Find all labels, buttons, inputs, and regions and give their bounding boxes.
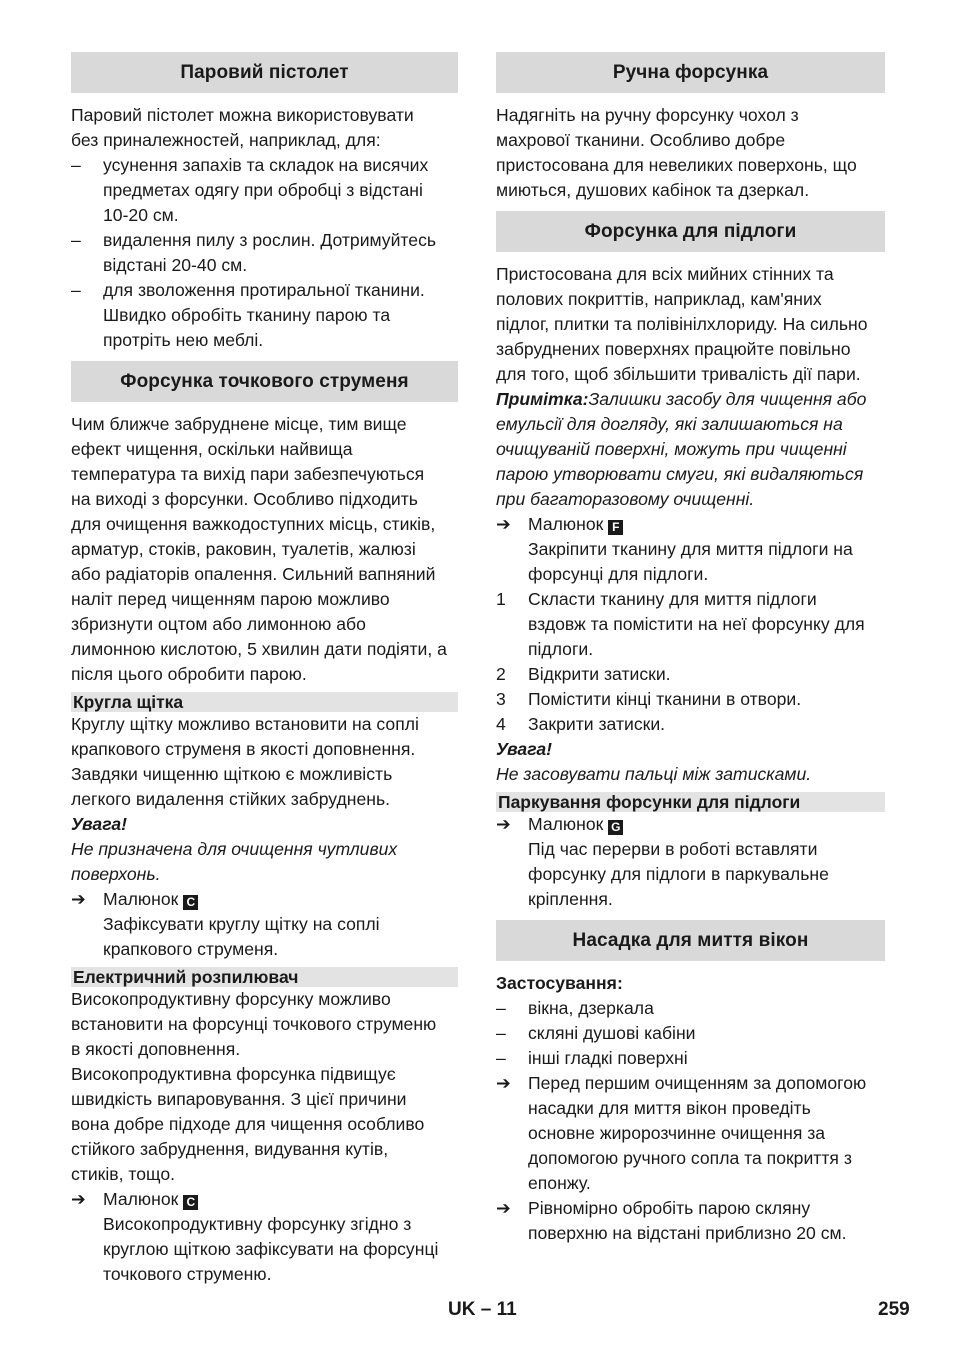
figure-label-line <box>103 887 458 912</box>
step-item <box>496 587 885 662</box>
figure-text-line: Закріпити тканину для миття підлоги на <box>528 539 853 559</box>
figure-letter-badge: C <box>183 895 198 910</box>
dash-marker: – <box>496 998 506 1018</box>
dash-marker: – <box>71 230 81 250</box>
note-line: парою утворювати смуги, які видаляються <box>496 464 864 484</box>
paragraph-line: миються, душових кабінок та дзеркал. <box>496 180 810 200</box>
arrow-icon: ➔ <box>71 1189 86 1209</box>
figure-text-line: круглою щіткою зафіксувати на форсунці <box>103 1239 439 1259</box>
arrow-icon: ➔ <box>71 889 86 909</box>
list-item-line: протріть нею меблі. <box>103 330 264 350</box>
figure-reference <box>71 887 458 962</box>
figure-text-line: Високопродуктивну форсунку згідно з <box>103 1214 412 1234</box>
step-item <box>496 712 885 737</box>
list-item <box>71 278 458 353</box>
figure-reference <box>496 812 885 912</box>
step-number: 3 <box>496 689 506 709</box>
paragraph-line: вона добре підходе для чищення особливо <box>71 1114 425 1134</box>
arrow-icon: ➔ <box>496 514 511 534</box>
hand-nozzle-section <box>496 103 885 203</box>
figure-reference <box>71 1187 458 1287</box>
paragraph-line: Завдяки чищенню щіткою є можливість <box>71 764 393 784</box>
instruction-line: насадки для миття вікон проведіть <box>528 1098 811 1118</box>
paragraph-line: в якості доповнення. <box>71 1039 241 1059</box>
paragraph-line: наліт перед чищенням парою можливо <box>71 589 390 609</box>
note-text: Залишки засобу для чищення або <box>588 389 867 409</box>
note-label: Примітка: <box>496 389 589 409</box>
list-item-line: предметах одягу при обробці з відстані <box>103 180 423 200</box>
figure-text-line: кріплення. <box>528 889 613 909</box>
figure-label-line <box>103 1187 458 1212</box>
paragraph-line: Паровий пістолет можна використовувати <box>71 105 414 125</box>
paragraph-line: стиків, тощо. <box>71 1164 176 1184</box>
paragraph-line: або радіаторів опалення. Сильний вапняний <box>71 564 436 584</box>
figure-text-line: форсунці для підлоги. <box>528 564 709 584</box>
figure-label-line <box>528 512 885 537</box>
instruction-line: основне жиророзчинне очищення за <box>528 1123 826 1143</box>
figure-text-line: точкового струменю. <box>103 1264 272 1284</box>
note-line <box>496 387 885 412</box>
step-line: вздовж та помістити на неї форсунку для <box>528 614 865 634</box>
figure-letter-badge: F <box>608 520 623 535</box>
paragraph-line: Високопродуктивну форсунку можливо <box>71 989 391 1009</box>
subsection-title-round-brush: Кругла щітка <box>71 692 458 712</box>
paragraph-line: без приналежностей, наприклад, для: <box>71 130 381 150</box>
figure-letter-badge: C <box>183 1195 198 1210</box>
section-title-spot-nozzle: Форсунка точкового струменя <box>71 361 458 402</box>
list-item-line: відстані 20-40 см. <box>103 255 248 275</box>
warning-text: Не засовувати пальці між затисками. <box>496 764 812 784</box>
note-line: при багаторазовому очищенні. <box>496 489 755 509</box>
paragraph-line: лимонною кислотою, 5 хвилин дати подіяти, а <box>71 639 447 659</box>
step-line: підлоги. <box>528 639 594 659</box>
step-line: Відкрити затиски. <box>528 664 671 684</box>
step-number: 2 <box>496 664 506 684</box>
paragraph-line: арматур, стоків, раковин, туалетів, жалюзі <box>71 539 416 559</box>
instruction-line: Перед першим очищенням за допомогою <box>528 1073 867 1093</box>
warning-label: Увага! <box>71 814 128 834</box>
instruction-line: Рівномірно обробіть парою скляну <box>528 1198 811 1218</box>
paragraph-line: температура та вихід пари забезпечуються <box>71 464 425 484</box>
spacer <box>71 353 458 361</box>
section-title-hand-nozzle: Ручна форсунка <box>496 52 885 93</box>
spot-nozzle-section <box>71 412 458 1287</box>
paragraph-line: Пристосована для всіх мийних стінних та <box>496 264 834 284</box>
spacer <box>496 912 885 920</box>
left-column <box>71 52 458 1287</box>
list-item-line: скляні душові кабіни <box>528 1023 696 1043</box>
paragraph-line: пристосована для невеликих поверхонь, що <box>496 155 857 175</box>
list-item-line: вікна, дзеркала <box>528 998 654 1018</box>
paragraph-line: встановити на форсунці точкового струменю <box>71 1014 437 1034</box>
paragraph-line: махрової тканини. Особливо добре <box>496 130 786 150</box>
note-line: емульсії для догляду, які залишаються на <box>496 414 843 434</box>
instruction-line: епонжу. <box>528 1173 591 1193</box>
step-item <box>496 687 885 712</box>
list-item-line: для зволоження протиральної тканини. <box>103 280 425 300</box>
paragraph-line: Високопродуктивна форсунка підвищує <box>71 1064 396 1084</box>
paragraph-line: полових покриттів, наприклад, кам'яних <box>496 289 822 309</box>
step-line: Закрити затиски. <box>528 714 666 734</box>
paragraph-line: після цього обробити парою. <box>71 664 307 684</box>
right-column <box>496 52 885 1246</box>
arrow-icon: ➔ <box>496 1198 511 1218</box>
paragraph-line: Чим ближче забруднене місце, тим вище <box>71 414 407 434</box>
paragraph-line: стійкого забруднення, видування кутів, <box>71 1139 389 1159</box>
list-item <box>496 1046 885 1071</box>
step-line: Скласти тканину для миття підлоги <box>528 589 817 609</box>
arrow-icon: ➔ <box>496 814 511 834</box>
list-item <box>71 228 458 278</box>
list-item <box>496 996 885 1021</box>
note-line: очищуваній поверхні, можуть при чищенні <box>496 439 847 459</box>
list-item-line: 10-20 см. <box>103 205 179 225</box>
figure-text-line: Зафіксувати круглу щітку на соплі <box>103 914 380 934</box>
section-title-steam-gun: Паровий пістолет <box>71 52 458 93</box>
figure-label: Малюнок <box>103 889 179 909</box>
instruction-item <box>496 1196 885 1246</box>
figure-label: Малюнок <box>103 1189 179 1209</box>
step-item <box>496 662 885 687</box>
warning-text: Не призначена для очищення чутливих <box>71 839 398 859</box>
figure-text-line: крапкового струменя. <box>103 939 279 959</box>
instruction-line: допомогою ручного сопла та покриття з <box>528 1148 852 1168</box>
dash-marker: – <box>496 1023 506 1043</box>
subsection-title-floor-nozzle-parking: Паркування форсунки для підлоги <box>496 792 885 812</box>
arrow-icon: ➔ <box>496 1073 511 1093</box>
paragraph-line: легкого видалення стійких забруднень. <box>71 789 391 809</box>
list-item-line: усунення запахів та складок на висячих <box>103 155 429 175</box>
warning-label: Увага! <box>496 739 553 759</box>
step-line: Помістити кінці тканини в отвори. <box>528 689 802 709</box>
paragraph-line: ефект чищення, оскільки найвища <box>71 439 353 459</box>
paragraph-line: швидкість випаровування. З цієї причини <box>71 1089 407 1109</box>
dash-marker: – <box>496 1048 506 1068</box>
paragraph-line: збризнути оцтом або лимонною або <box>71 614 366 634</box>
figure-text-line: форсунку для підлоги в паркувальне <box>528 864 829 884</box>
section-title-window-nozzle: Насадка для миття вікон <box>496 920 885 961</box>
list-item-line: Швидко обробіть тканину парою та <box>103 305 391 325</box>
paragraph-line: крапкового струменя в якості доповнення. <box>71 739 416 759</box>
subsection-title-electric-sprayer: Електричний розпилювач <box>71 967 458 987</box>
paragraph-line: Надягніть на ручну форсунку чохол з <box>496 105 799 125</box>
instruction-item <box>496 1071 885 1196</box>
floor-nozzle-section <box>496 262 885 912</box>
figure-label-line <box>528 812 885 837</box>
use-label: Застосування: <box>496 973 623 993</box>
paragraph-line: для того, щоб збільшити тривалість дії пари. <box>496 364 861 384</box>
spacer <box>496 203 885 211</box>
step-number: 1 <box>496 589 506 609</box>
list-item-line: інші гладкі поверхні <box>528 1048 688 1068</box>
paragraph-line: Круглу щітку можливо встановити на соплі <box>71 714 419 734</box>
page-number: 259 <box>878 1299 910 1320</box>
paragraph-line: підлог, плитки та полівінілхлориду. На сильно <box>496 314 868 334</box>
figure-label: Малюнок <box>528 814 604 834</box>
figure-reference <box>496 512 885 587</box>
list-item <box>496 1021 885 1046</box>
section-title-floor-nozzle: Форсунка для підлоги <box>496 211 885 252</box>
figure-label: Малюнок <box>528 514 604 534</box>
warning-text: поверхонь. <box>71 864 161 884</box>
list-item <box>71 153 458 228</box>
window-nozzle-section <box>496 971 885 1246</box>
dash-marker: – <box>71 280 81 300</box>
paragraph-line: забруднених поверхнях працюйте повільно <box>496 339 851 359</box>
figure-letter-badge: G <box>608 820 623 835</box>
paragraph-line: для очищення важкодоступних місць, стиків, <box>71 514 436 534</box>
list-item-line: видалення пилу з рослин. Дотримуйтесь <box>103 230 437 250</box>
paragraph-line: на виході з форсунки. Особливо підходить <box>71 489 418 509</box>
steam-gun-section <box>71 103 458 353</box>
footer-section-label: UK – 11 <box>448 1299 517 1320</box>
instruction-line: поверхню на відстані приблизно 20 см. <box>528 1223 847 1243</box>
figure-text-line: Під час перерви в роботі вставляти <box>528 839 818 859</box>
step-number: 4 <box>496 714 506 734</box>
dash-marker: – <box>71 155 81 175</box>
